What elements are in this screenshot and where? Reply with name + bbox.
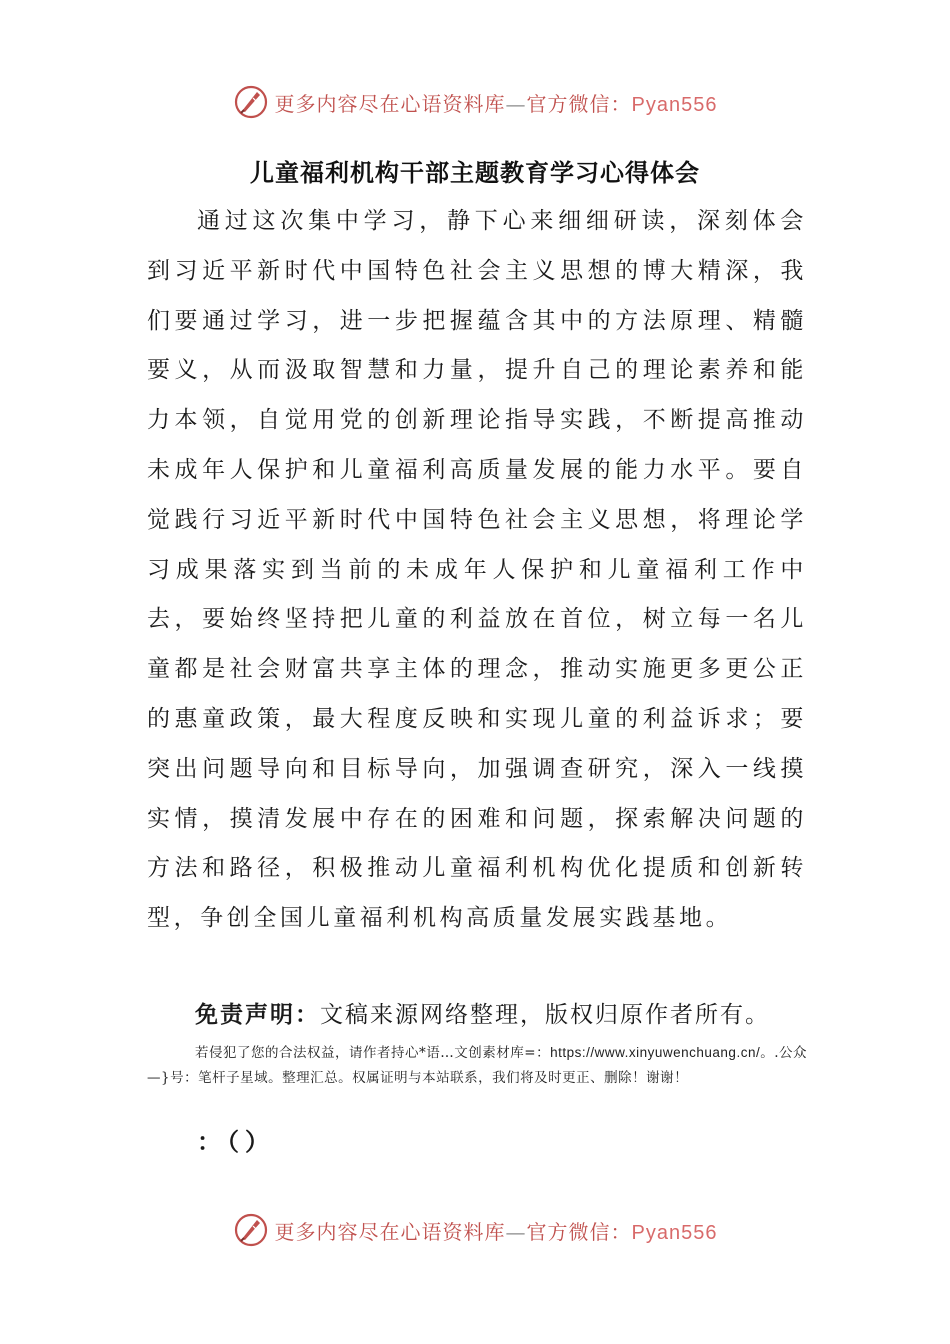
- empty-brackets: ：（）: [197, 1129, 275, 1156]
- copyright-note: 若侵犯了您的合法权益，请作者持心*语…文创素材库=：https://www.xinyuwenchuang.cn/。.公众—}号：笔杆子星域。整理汇总。权属证明与本站联系，我们将及时更正、删除！谢谢！: [147, 1045, 807, 1086]
- disclaimer-line: [195, 996, 835, 1029]
- watermark-text: 更多内容尽在心语资料库—官方微信：Pyan556: [274, 1219, 718, 1244]
- document-title: 儿童福利机构干部主题教育学习心得体会: [250, 158, 700, 187]
- watermark-banner-top: [0, 82, 950, 122]
- watermark-banner-bottom: [0, 1210, 950, 1250]
- disclaimer-label: 免责声明：: [195, 1001, 320, 1027]
- body-paragraph: 通过这次集中学习，静下心来细细研读，深刻体会到习近平新时代中国特色社会主义思想的博大精深，我们要通过学习，进一步把握蕴含其中的方法原理、精髓要义，从而汲取智慧和力量，提升自己的理论素养和能力本领，自觉用党的创新理论指导实践，不断提高推动未成年人保护和儿童福利高质量发展的能力水平。要自觉践行习近平新时代中国特色社会主义思想，将理论学习成果落实到当前的未成年人保护和儿童福利工作中去，要始终坚持把儿童的利益放在首位，树立每一名儿童都是社会财富共享主体的理念，推动实施更多更公正的惠童政策，最大程度反映和实现儿童的利益诉求；要突出问题导向和目标导向，加强调查研究，深入一线摸实情，摸清发展中存在的困难和问题，探索解决问题的方法和路径，积极推动儿童福利机构优化提质和创新转型，争创全国儿童福利机构高质量发展实践基地。: [147, 208, 807, 932]
- watermark-text: 更多内容尽在心语资料库—官方微信：Pyan556: [274, 91, 718, 116]
- quill-pen-logo-icon: [233, 84, 269, 120]
- quill-pen-logo-icon: [233, 1212, 269, 1248]
- disclaimer-text: 文稿来源网络整理，版权归原作者所有。: [320, 1002, 770, 1028]
- source-url-link[interactable]: https://www.xinyuwenchuang.cn/: [550, 1045, 761, 1060]
